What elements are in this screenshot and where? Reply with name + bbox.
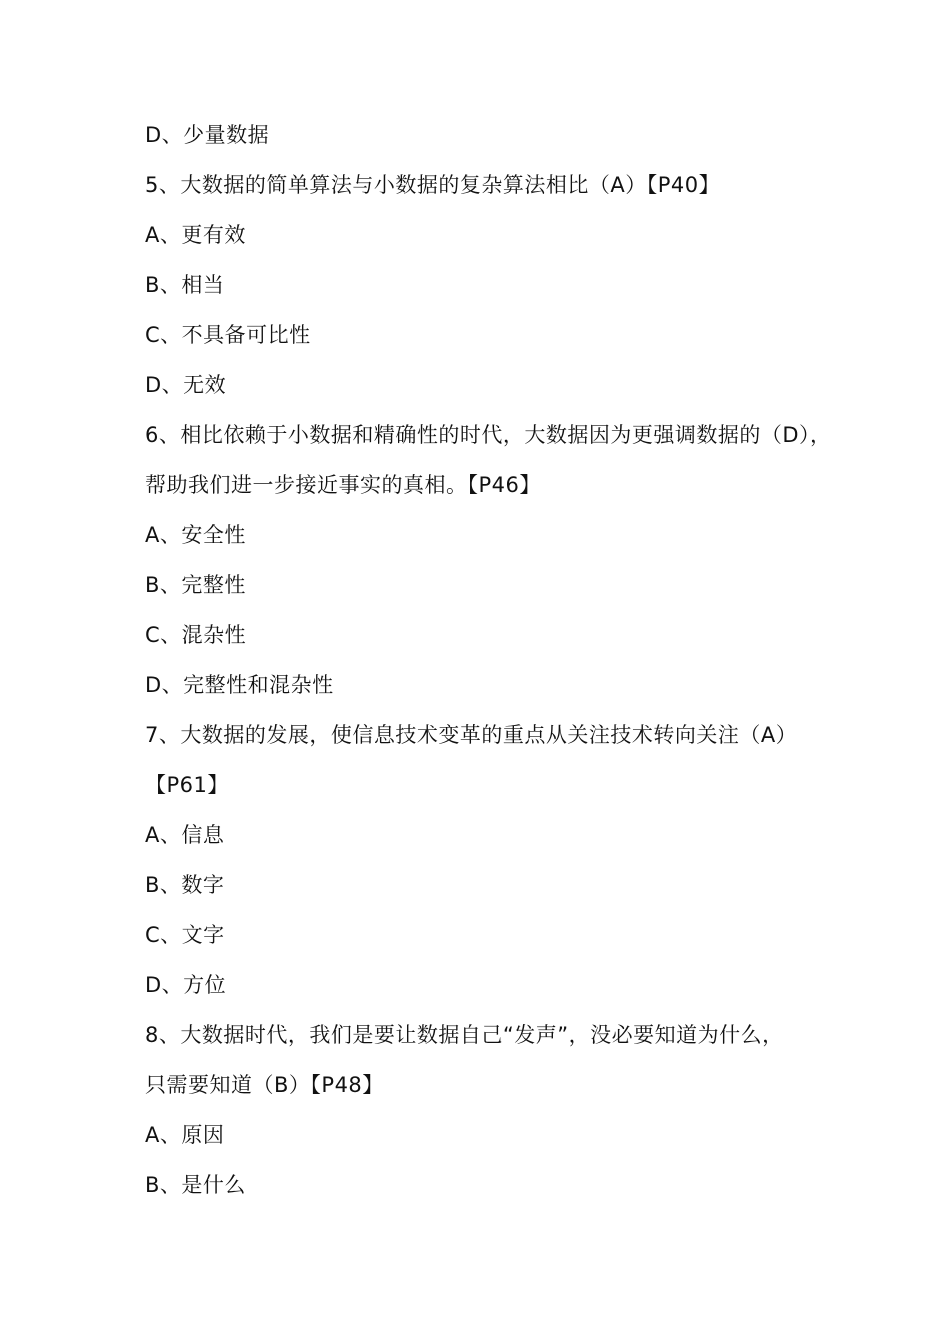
option-d-q5: D、无效 xyxy=(145,373,227,397)
option-b-q6: B、完整性 xyxy=(145,573,246,597)
question-6-line-1: 6、相比依赖于小数据和精确性的时代，大数据因为更强调数据的（D）， xyxy=(145,423,832,447)
question-7-line-2: 【P61】 xyxy=(145,773,229,797)
option-a-q5: A、更有效 xyxy=(145,223,246,247)
option-b-q5: B、相当 xyxy=(145,273,225,297)
question-6-line-2: 帮助我们进一步接近事实的真相。【P46】 xyxy=(145,473,541,497)
option-b-q8: B、是什么 xyxy=(145,1173,246,1197)
option-d-q4: D、少量数据 xyxy=(145,123,270,147)
option-a-q7: A、信息 xyxy=(145,823,225,847)
option-c-q6: C、混杂性 xyxy=(145,623,247,647)
question-7-line-1: 7、大数据的发展，使信息技术变革的重点从关注技术转向关注（A） xyxy=(145,723,798,747)
option-d-q6: D、完整性和混杂性 xyxy=(145,673,334,697)
option-a-q8: A、原因 xyxy=(145,1123,225,1147)
option-c-q5: C、不具备可比性 xyxy=(145,323,311,347)
option-b-q7: B、数字 xyxy=(145,873,225,897)
question-8-line-2: 只需要知道（B）【P48】 xyxy=(145,1073,384,1097)
question-5: 5、大数据的简单算法与小数据的复杂算法相比（A）【P40】 xyxy=(145,173,721,197)
option-d-q7: D、方位 xyxy=(145,973,227,997)
question-8-line-1: 8、大数据时代，我们是要让数据自己“发声”，没必要知道为什么， xyxy=(145,1023,784,1047)
option-a-q6: A、安全性 xyxy=(145,523,246,547)
option-c-q7: C、文字 xyxy=(145,923,225,947)
